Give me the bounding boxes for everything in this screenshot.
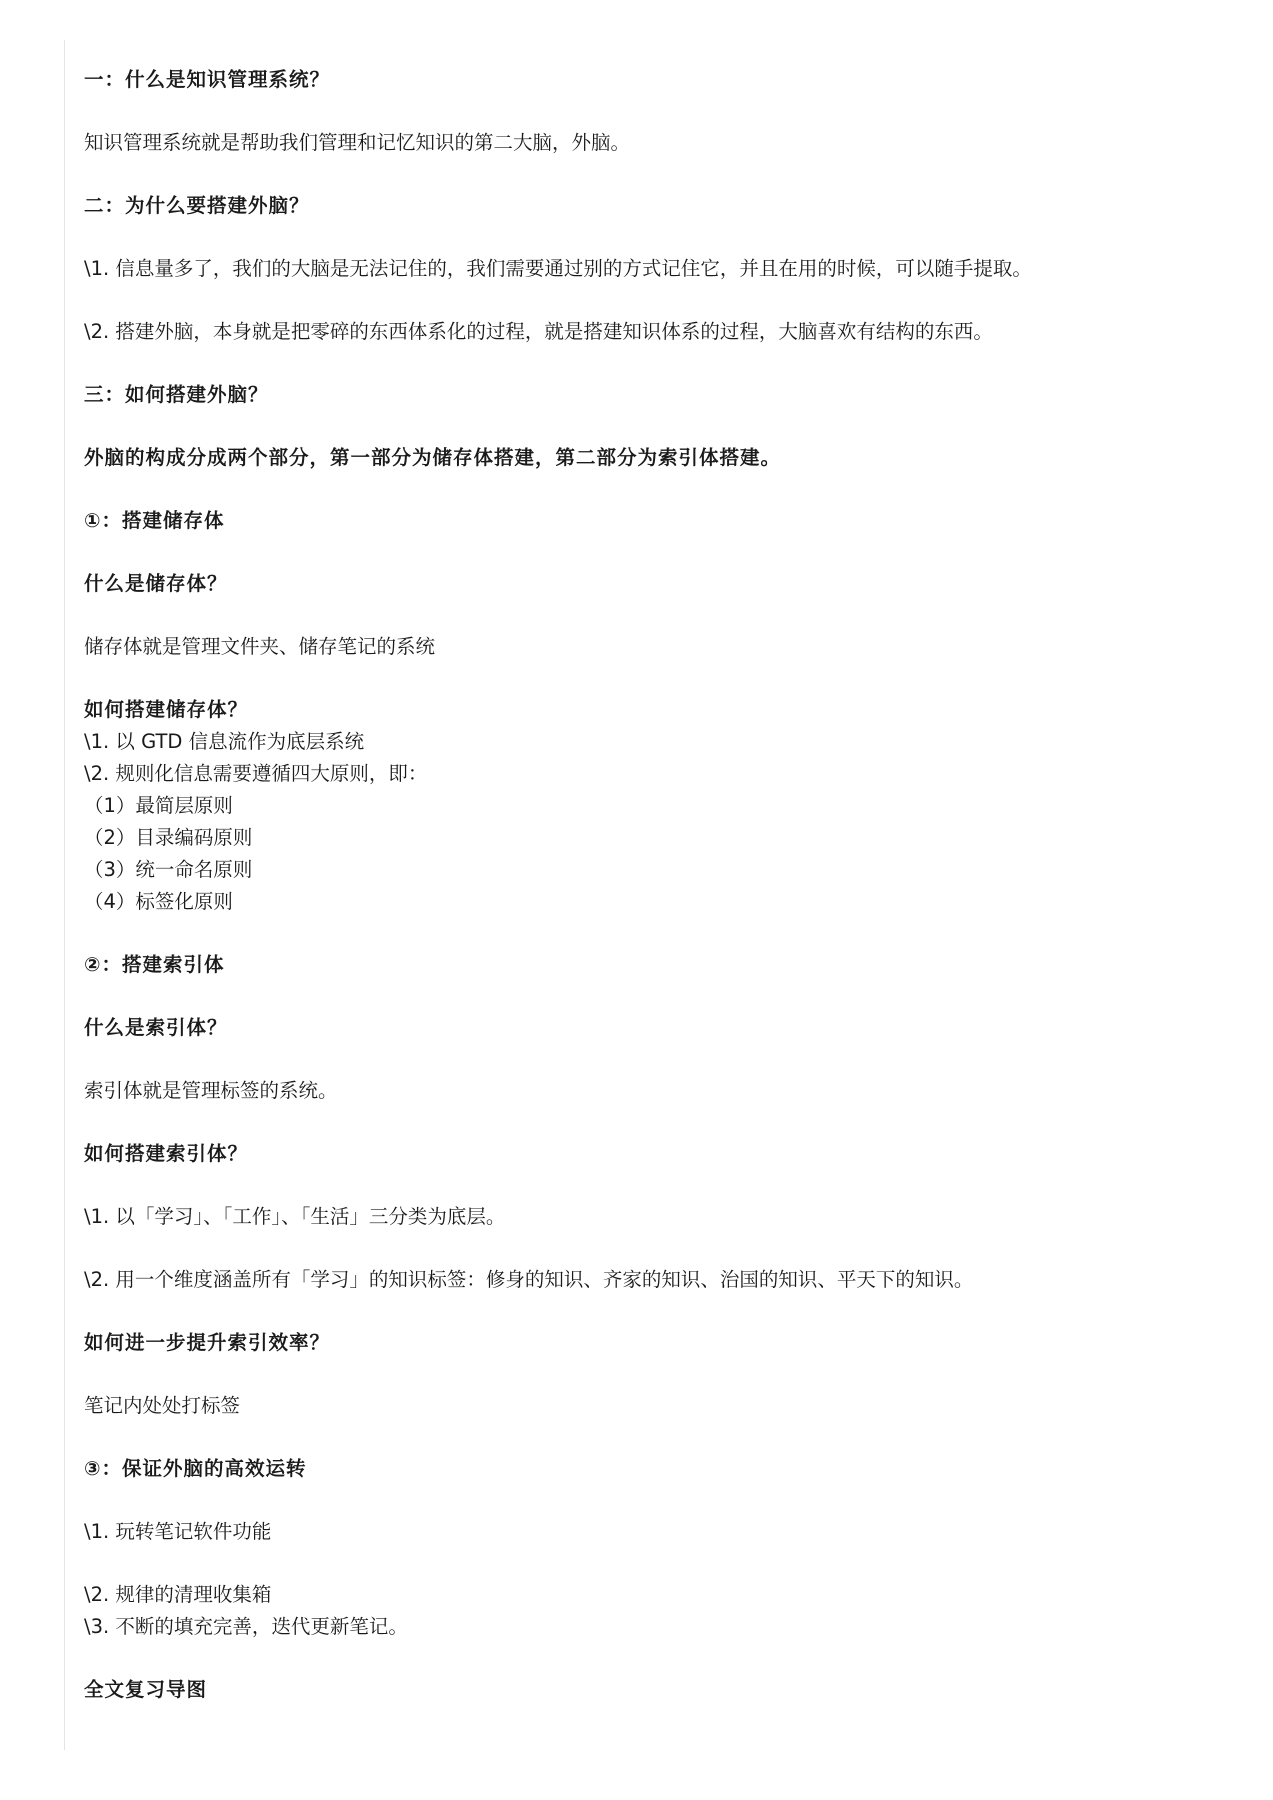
list-item-operation-2: \2. 规律的清理收集箱 (84, 1583, 272, 1606)
subheading-storage: ①：搭建储存体 (84, 509, 225, 532)
paragraph-tag-everywhere: 笔记内处处打标签 (84, 1394, 241, 1417)
principle-item-4: （4）标签化原则 (84, 890, 233, 913)
question-improve-index: 如何进一步提升索引效率？ (84, 1331, 331, 1354)
question-how-build-storage: 如何搭建储存体？ (84, 698, 249, 721)
principle-item-2: （2）目录编码原则 (84, 826, 253, 849)
heading-section-3: 三：如何搭建外脑？ (84, 383, 269, 406)
list-item-index-1: \1. 以「学习」、「工作」、「生活」三分类为底层。 (84, 1205, 506, 1228)
question-what-is-index: 什么是索引体？ (84, 1016, 228, 1039)
list-item-reason-1: \1. 信息量多了，我们的大脑是无法记住的，我们需要通过别的方式记住它，并且在用的时候，可以随手提取。 (84, 257, 1032, 280)
list-item-operation-3: \3. 不断的填充完善，迭代更新笔记。 (84, 1615, 408, 1638)
heading-review-mindmap: 全文复习导图 (84, 1678, 208, 1701)
list-item-storage-2: \2. 规则化信息需要遵循四大原则，即： (84, 762, 428, 785)
list-item-operation-1: \1. 玩转笔记软件功能 (84, 1520, 272, 1543)
heading-section-2: 二：为什么要搭建外脑？ (84, 194, 310, 217)
list-item-reason-2: \2. 搭建外脑，本身就是把零碎的东西体系化的过程，就是搭建知识体系的过程，大脑喜欢有结构的东西。 (84, 320, 993, 343)
paragraph-definition: 知识管理系统就是帮助我们管理和记忆知识的第二大脑，外脑。 (84, 131, 631, 154)
heading-section-1: 一：什么是知识管理系统？ (84, 68, 331, 91)
paragraph-index-definition: 索引体就是管理标签的系统。 (84, 1079, 338, 1102)
principle-item-1: （1）最简层原则 (84, 794, 233, 817)
paragraph-storage-definition: 储存体就是管理文件夹、储存笔记的系统 (84, 635, 436, 658)
list-item-index-2: \2. 用一个维度涵盖所有「学习」的知识标签：修身的知识、齐家的知识、治国的知识、平天下的知识。 (84, 1268, 974, 1291)
question-how-build-index: 如何搭建索引体？ (84, 1142, 249, 1165)
question-what-is-storage: 什么是储存体？ (84, 572, 228, 595)
subheading-index: ②：搭建索引体 (84, 953, 225, 976)
subheading-operation: ③：保证外脑的高效运转 (84, 1457, 307, 1480)
principle-item-3: （3）统一命名原则 (84, 858, 253, 881)
list-item-storage-1: \1. 以 GTD 信息流作为底层系统 (84, 730, 365, 753)
paragraph-structure-summary: 外脑的构成分成两个部分，第一部分为储存体搭建，第二部分为索引体搭建。 (84, 446, 782, 469)
